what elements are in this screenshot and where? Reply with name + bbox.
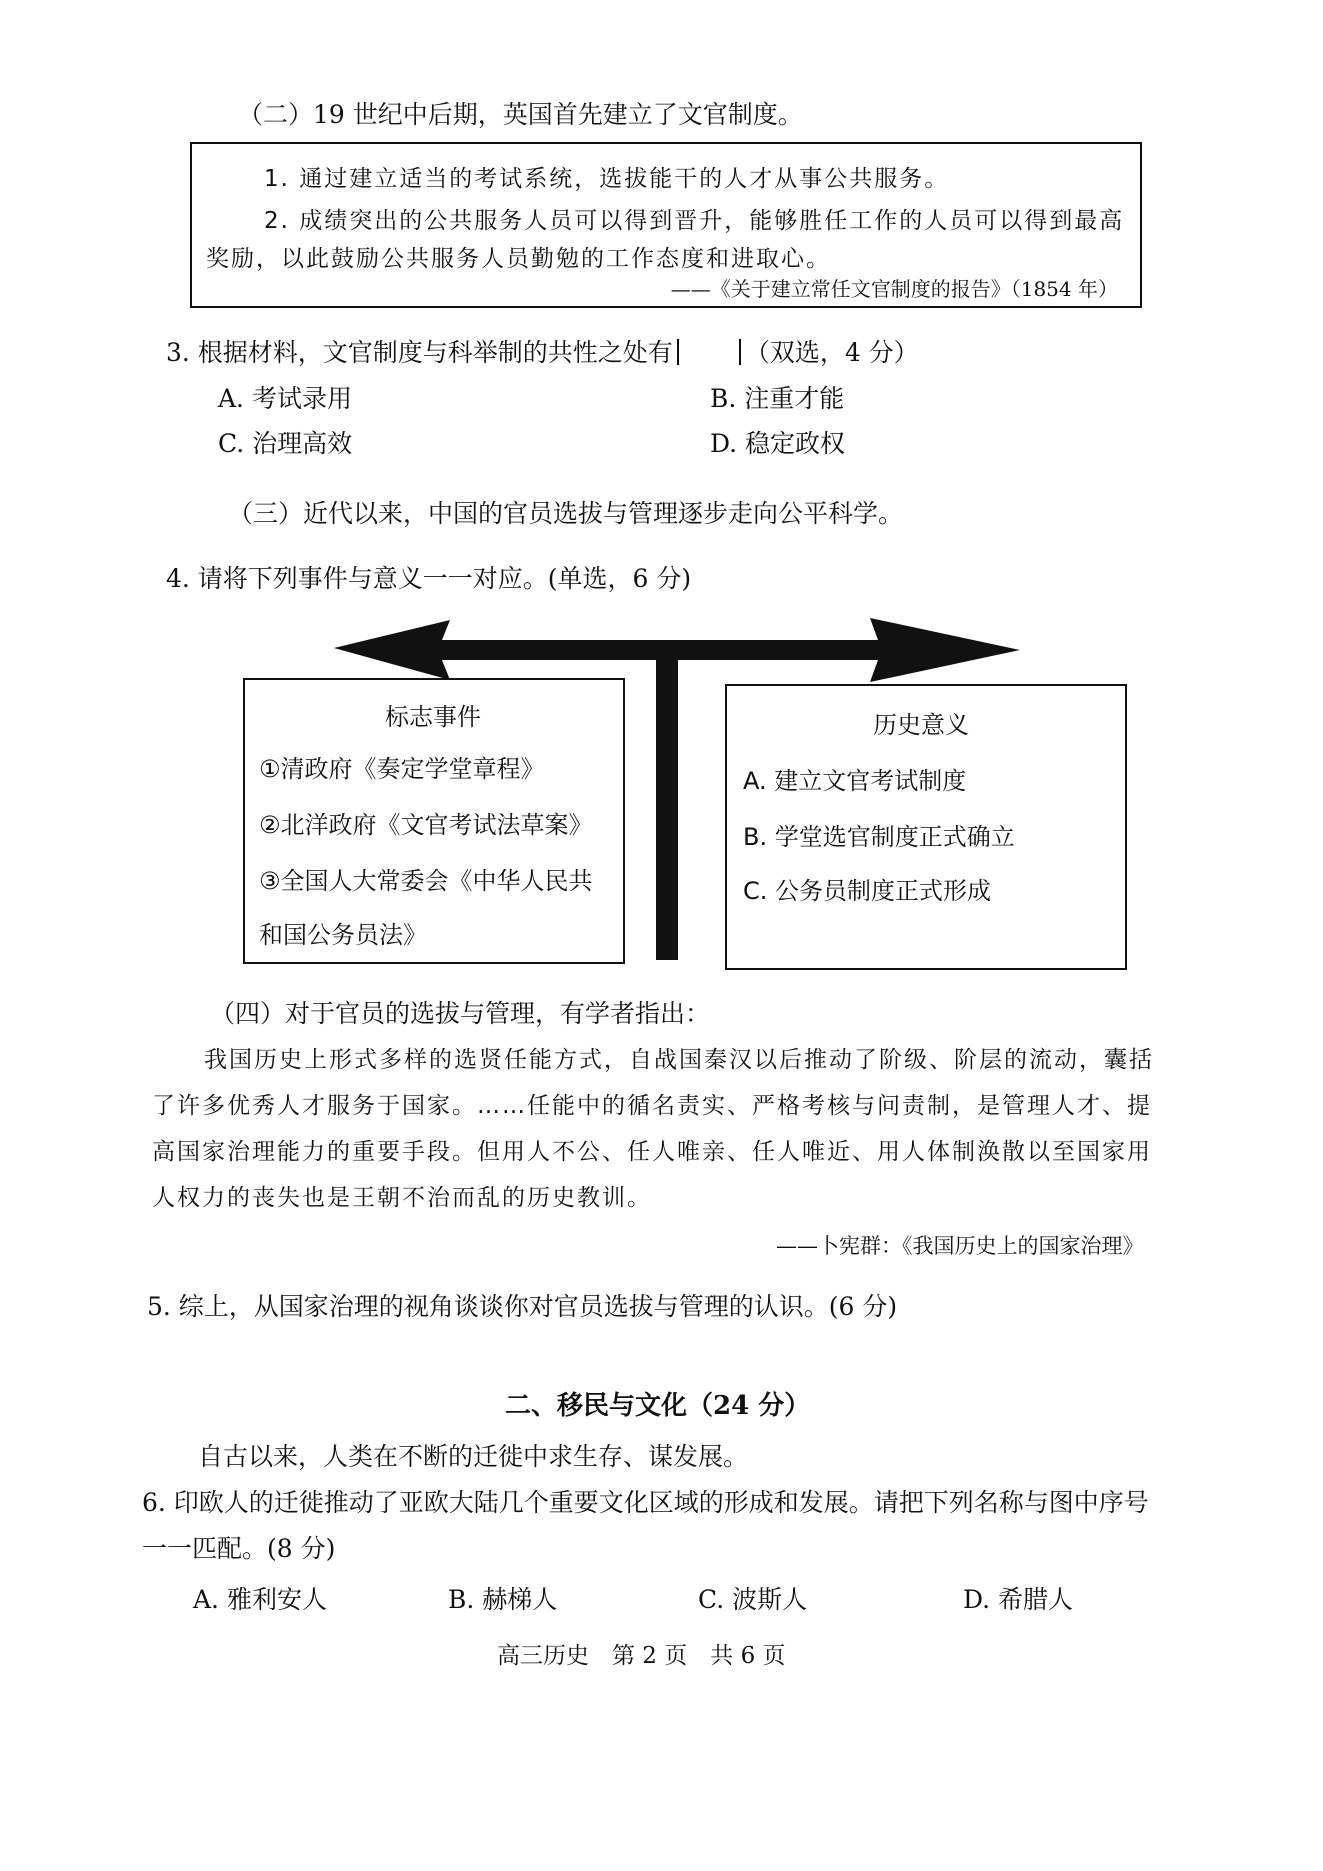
q3-option-d[interactable]: D. 稳定政权 <box>710 429 846 458</box>
q3-answer-blank[interactable] <box>677 339 741 365</box>
events-box <box>243 678 625 964</box>
q3-stem <box>166 336 919 370</box>
meanings-box <box>725 684 1127 970</box>
event-item-3-continued: 和国公务员法》 <box>259 921 427 949</box>
page-footer: 高三历史 第 2 页 共 6 页 <box>497 1643 786 1669</box>
q5-stem: 5. 综上，从国家治理的视角谈谈你对官员选拔与管理的认识。(6 分) <box>147 1292 898 1321</box>
t-stem-bar <box>656 654 678 960</box>
quote-line-3: 奖励，以此鼓励公共服务人员勤勉的工作态度和进取心。 <box>206 246 831 272</box>
scholar-quote-line-1: 我国历史上形式多样的选贤任能方式，自战国秦汉以后推动了阶级、阶层的流动，囊括 <box>204 1047 1154 1073</box>
part-2-title: 二、移民与文化（24 分） <box>505 1391 811 1421</box>
meaning-item-c[interactable]: C. 公务员制度正式形成 <box>743 877 992 905</box>
q4-stem: 4. 请将下列事件与意义一一对应。(单选，6 分) <box>166 564 692 593</box>
q6-option-d[interactable]: D. 希腊人 <box>963 1585 1074 1614</box>
scholar-quote-source: ——卜宪群：《我国历史上的国家治理》 <box>776 1234 1144 1258</box>
scholar-quote-line-3: 高国家治理能力的重要手段。但用人不公、任人唯亲、任人唯近、用人体制涣散以至国家用 <box>152 1139 1152 1165</box>
q6-option-a[interactable]: A. 雅利安人 <box>193 1585 327 1614</box>
q3-stem-text: 3. 根据材料，文官制度与科举制的共性之处有 <box>166 338 673 367</box>
q6-option-b[interactable]: B. 赫梯人 <box>448 1585 558 1614</box>
part-2-intro: 自古以来，人类在不断的迁徙中求生存、谋发展。 <box>198 1442 749 1471</box>
quote-line-2: 2. 成绩突出的公共服务人员可以得到晋升，能够胜任工作的人员可以得到最高 <box>264 208 1125 234</box>
scholar-quote-line-2: 了许多优秀人才服务于国家。……任能中的循名责实、严格考核与问责制，是管理人才、提 <box>152 1093 1152 1119</box>
section-3-heading: （三）近代以来，中国的官员选拔与管理逐步走向公平科学。 <box>228 499 904 528</box>
events-title: 标志事件 <box>385 703 481 731</box>
meaning-item-a[interactable]: A. 建立文官考试制度 <box>743 767 967 795</box>
section-2-heading: （二）19 世纪中后期，英国首先建立了文官制度。 <box>238 100 803 129</box>
section-4-heading: （四）对于官员的选拔与管理，有学者指出： <box>210 999 711 1028</box>
event-item-2[interactable]: ②北洋政府《文官考试法草案》 <box>259 811 593 839</box>
quote-box <box>190 142 1142 308</box>
quote-line-1: 1. 通过建立适当的考试系统，选拔能干的人才从事公共服务。 <box>264 166 950 192</box>
meaning-item-b[interactable]: B. 学堂选官制度正式确立 <box>743 823 1015 851</box>
scholar-quote-line-4: 人权力的丧失也是王朝不治而乱的历史教训。 <box>152 1185 652 1211</box>
q6-option-c[interactable]: C. 波斯人 <box>698 1585 808 1614</box>
q3-stem-suffix: （双选，4 分） <box>744 338 919 367</box>
q3-option-b[interactable]: B. 注重才能 <box>710 384 845 413</box>
q6-stem-line-2: 一一匹配。(8 分) <box>142 1534 336 1563</box>
q3-option-a[interactable]: A. 考试录用 <box>218 384 352 413</box>
event-item-1[interactable]: ①清政府《奏定学堂章程》 <box>259 755 545 783</box>
meanings-title: 历史意义 <box>873 711 969 739</box>
quote-source: ——《关于建立常任文官制度的报告》（1854 年） <box>670 277 1118 301</box>
q6-stem-line-1: 6. 印欧人的迁徙推动了亚欧大陆几个重要文化区域的形成和发展。请把下列名称与图中序号 <box>142 1488 1149 1517</box>
q3-option-c[interactable]: C. 治理高效 <box>218 429 353 458</box>
event-item-3[interactable]: ③全国人大常委会《中华人民共 <box>259 867 593 895</box>
